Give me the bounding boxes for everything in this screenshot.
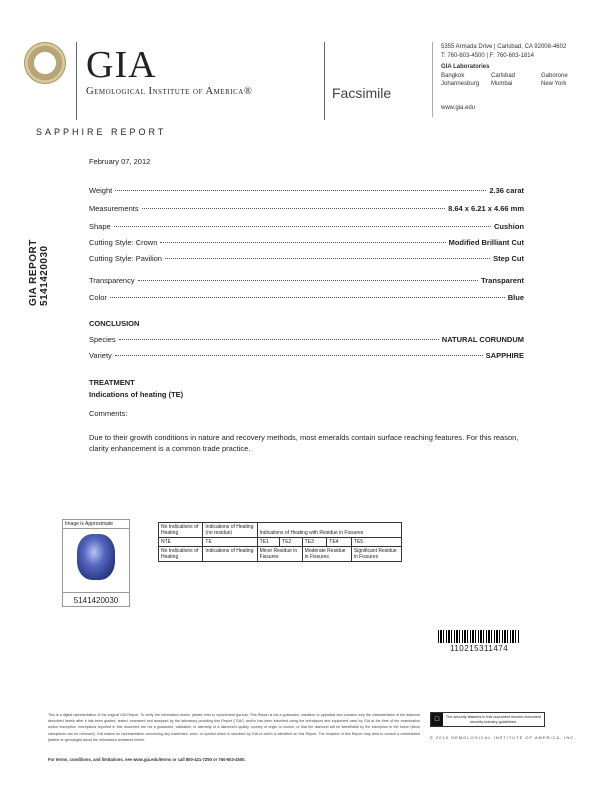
field-label: Shape xyxy=(89,222,111,231)
lab: Gaborone xyxy=(541,73,568,79)
lab: Mumbai xyxy=(491,81,513,87)
image-caption: Image is Approximate xyxy=(63,520,129,529)
field-value: Step Cut xyxy=(493,254,524,263)
cell: NTE xyxy=(159,538,203,547)
treatment-heading: TREATMENT xyxy=(89,378,135,387)
cell: Moderate Residue in Fissures xyxy=(302,547,351,562)
cell: TE2 xyxy=(280,538,303,547)
labs-list xyxy=(441,72,591,88)
cell: TE3 xyxy=(302,538,327,547)
copyright: © 2010 GEMOLOGICAL INSTITUTE OF AMERICA, INC. xyxy=(430,735,577,740)
field-value: 8.64 x 6.21 x 4.66 mm xyxy=(448,204,524,213)
field-color xyxy=(89,293,524,302)
field-value: NATURAL CORUNDUM xyxy=(441,335,524,344)
gia-logo-text: GIA xyxy=(86,44,157,86)
gem-image-box xyxy=(62,519,130,607)
field-value: Blue xyxy=(507,293,524,302)
heating-table xyxy=(158,522,402,562)
lock-icon: □ xyxy=(431,713,443,726)
cell: No Indications of Heating xyxy=(159,547,203,562)
report-title: SAPPHIRE REPORT xyxy=(36,127,167,137)
cell: Indications of Heating (no residue) xyxy=(203,523,257,538)
disclaimer: This is a digital representation of the original GIA Report. To verify the information herein, please refer to reportcheck.gia.edu. This Report is not a guarantee, valuation or appraisal and contains only the characteristics of the diamond described herein after it has been graded, tested, examined and analyzed by the laboratory providing this Report ("GIA") and/or has been inscribed using the techniques and equipment used by GIA at the time of the examination and/or inscription. Inscriptions reported in this document are not a guarantee, validation, or warranty of a diamond's quality, country of origin or source, or that the diamond will be identifiable by the inscription in the future (since inscriptions can be removed). GIA makes no representation concerning any trademark, word, or symbol which is inscribed by GIA or which is identified on this Report. The recipient of this Report may wish to consult a credentialed jeweler or gemologist about the information contained herein. xyxy=(48,713,420,742)
terms-text: For terms, conditions, and limitations, see www.gia.edu/terms or call 800-421-7250 or 760-603-4500. xyxy=(48,757,246,762)
gia-seal-logo xyxy=(24,42,66,84)
divider xyxy=(76,42,77,120)
field-value: Modified Brilliant Cut xyxy=(448,238,524,247)
address: 5355 Armada Drive | Carlsbad, CA 92008-4602 xyxy=(441,44,567,50)
field-label: Color xyxy=(89,293,107,302)
report-date: February 07, 2012 xyxy=(89,157,151,166)
divider xyxy=(432,42,433,117)
cell: Indications of Heating xyxy=(203,547,257,562)
field-value: Cushion xyxy=(494,222,524,231)
cell: Minor Residue in Fissures xyxy=(257,547,302,562)
field-value: 2.36 carat xyxy=(489,186,524,195)
facsimile-label: Facsimile xyxy=(332,85,392,101)
divider xyxy=(324,42,325,120)
image-number: 5141420030 xyxy=(63,592,129,605)
cell: Significant Residue in Fissures xyxy=(351,547,401,562)
vertical-report-id: GIA REPORT 5141420030 xyxy=(28,239,50,306)
cell: TE5 xyxy=(351,538,401,547)
cell: No Indications of Heating xyxy=(159,523,203,538)
gia-logo-subtitle: Gemological Institute of America® xyxy=(86,86,253,97)
barcode xyxy=(438,630,520,643)
lab: New York xyxy=(541,81,567,87)
field-shape xyxy=(89,222,524,231)
field-variety xyxy=(89,351,524,360)
field-label: Variety xyxy=(89,351,112,360)
field-label: Cutting Style: Pavilion xyxy=(89,254,162,263)
treatment-value: Indications of heating (TE) xyxy=(89,390,184,399)
field-value: Transparent xyxy=(481,276,524,285)
field-measurements xyxy=(89,204,524,213)
field-weight xyxy=(89,186,524,195)
lab: Carlsbad xyxy=(491,73,516,79)
field-value: SAPPHIRE xyxy=(485,351,524,360)
lab: Johannesburg xyxy=(441,81,480,87)
comments-text: Due to their growth conditions in nature and recovery methods, most emeralds contain surface reaching features. For this reason, clarity enhancement is a common trade practice. xyxy=(89,433,519,453)
field-label: Measurements xyxy=(89,204,139,213)
security-text: The security features in this document exceed document security industry guidelines. xyxy=(445,714,542,724)
website: www.gia.edu xyxy=(441,105,476,111)
barcode-number: 110215311474 xyxy=(450,644,509,653)
sapphire-image xyxy=(77,534,115,580)
phone: T: 760-603-4500 | F: 760-603-1814 xyxy=(441,53,534,59)
field-label: Species xyxy=(89,335,116,344)
conclusion-heading: CONCLUSION xyxy=(89,319,140,328)
field-pavilion xyxy=(89,254,524,263)
lab: Bangkok xyxy=(441,73,465,79)
comments-label: Comments: xyxy=(89,409,128,418)
field-label: Transparency xyxy=(89,276,135,285)
cell: TE4 xyxy=(327,538,352,547)
field-transparency xyxy=(89,276,524,285)
field-species xyxy=(89,335,524,344)
security-box xyxy=(430,712,545,727)
field-label: Cutting Style: Crown xyxy=(89,238,158,247)
field-label: Weight xyxy=(89,186,113,195)
cell: Indications of Heating with Residue in Fissures xyxy=(257,523,401,538)
labs-title: GIA Laboratories xyxy=(441,64,490,70)
cell: TE1 xyxy=(257,538,280,547)
cell: TE xyxy=(203,538,257,547)
field-crown xyxy=(89,238,524,247)
